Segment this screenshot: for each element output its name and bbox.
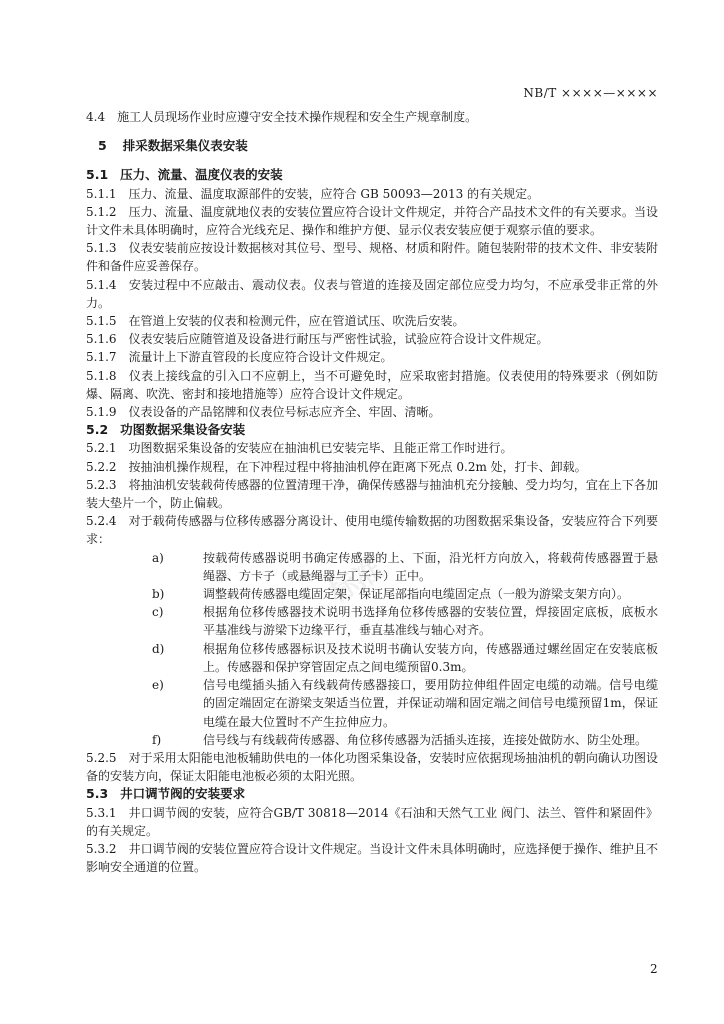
clause-text: 按抽油机操作规程，在下冲程过程中将抽油机停在距离下死点 0.2m 处，打卡、卸载。 [128, 459, 587, 474]
clause-number: 5.1.9 [86, 405, 117, 420]
clause-number: 5.2.2 [86, 459, 117, 474]
clause-number: 5.2.3 [86, 477, 117, 492]
list-item-text: 按载荷传感器说明书确定传感器的上、下面，沿光杆方向放入，将载荷传感器置于悬绳器、方卡子（或悬绳器与工子卡）正中。 [203, 550, 658, 583]
clause-number: 5.1.1 [86, 186, 117, 201]
list-item-text: 根据角位移传感器技术说明书选择角位移传感器的安装位置，焊接固定底板，底板水平基准线与游梁下边缘平行，垂直基准线与轴心对齐。 [203, 605, 658, 638]
clause-5-1-9 [86, 403, 658, 421]
clause-5-2-5 [86, 749, 658, 785]
list-item [86, 603, 658, 639]
clause-5-3-1 [86, 804, 658, 840]
clause-number: 5.1.6 [86, 332, 117, 347]
clause-number: 5.3.2 [86, 841, 117, 856]
clause-5-1-6 [86, 330, 658, 348]
clause-5-2-3 [86, 476, 658, 512]
clause-text: 对于载荷传感器与位移传感器分离设计、使用电缆传输数据的功图数据采集设备，安装应符合下列要求： [86, 514, 658, 547]
clause-5-3-2 [86, 840, 658, 876]
clause-number: 5.3.1 [86, 805, 117, 820]
clause-number: 5.1.5 [86, 314, 117, 329]
clause-text: 井口调节阀的安装，应符合GB/T 30818—2014《石油和天然气工业 阀门、法兰、管件和紧固件》的有关规定。 [86, 805, 658, 838]
list-item [86, 640, 658, 676]
clause-5-1-2 [86, 203, 658, 239]
section-title: 压力、流量、温度仪表的安装 [120, 167, 283, 183]
section-title: 井口调节阀的安装要求 [120, 786, 246, 802]
requirements-list [86, 549, 658, 749]
clause-5-1-4 [86, 276, 658, 312]
clause-number: 5.1.4 [86, 277, 117, 292]
list-item-label: b) [152, 587, 165, 602]
list-item-text: 信号线与有线载荷传感器、角位移传感器为活插头连接，连接处做防水、防尘处理。 [203, 732, 648, 747]
list-item-text: 信号电缆插头插入有线载荷传感器接口，要用防拉伸组件固定电缆的动端。信号电缆的固定端固定在游梁支架适当位置，并保证动端和固定端之间信号电缆预留1m，保证电缆在最大位置时不产生拉伸应力。 [203, 678, 658, 729]
list-item-label: f) [152, 732, 162, 747]
list-item-text: 根据角位移传感器标识及技术说明书确认安装方向，传感器通过螺丝固定在安装底板上。传感器和保护穿管固定点之间电缆预留0.3m。 [203, 641, 658, 674]
section-5-heading [86, 137, 658, 155]
clause-5-1-7 [86, 348, 658, 366]
clause-number: 5.1.3 [86, 241, 117, 256]
clause-text: 对于采用太阳能电池板辅助供电的一体化功图采集设备，安装时应依据现场抽油机的朝向确认功图设备的安装方向，保证太阳能电池板必须的太阳光照。 [86, 750, 658, 784]
list-item [86, 549, 658, 585]
clause-number: 5.2.1 [86, 441, 117, 456]
section-title: 功图数据采集设备安装 [120, 422, 246, 438]
clause-5-2-4 [86, 512, 658, 548]
clause-text: 将抽油机安装载荷传感器的位置清理干净，确保传感器与抽油机充分接触、受力均匀，宜在上下各加装大垫片一个，防止偏载。 [86, 477, 658, 511]
clause-text: 压力、流量、温度取源部件的安装，应符合 GB 50093—2013 的有关规定。 [128, 186, 540, 201]
list-item [86, 585, 658, 603]
section-5-3-heading [86, 785, 658, 803]
document-body [86, 108, 658, 876]
list-item-text: 调整载荷传感器电缆固定架，保证尾部指向电缆固定点（一般为游梁支架方向）。 [203, 587, 630, 602]
clause-number: 5.2.4 [86, 514, 117, 529]
section-number: 5.1 [86, 167, 109, 183]
list-item [86, 731, 658, 749]
clause-text: 压力、流量、温度就地仪表的安装位置应符合设计文件规定，并符合产品技术文件的有关要求。当设计文件未具体明确时，应符合光线充足、操作和维护方便、显示仪表安装应便于观察示值的要求。 [86, 204, 658, 238]
list-item-label: a) [152, 550, 164, 565]
clause-5-2-1 [86, 439, 658, 457]
list-item-label: c) [152, 605, 164, 620]
document-code: NB/T ××××—×××× [523, 86, 658, 100]
clause-5-1-5 [86, 312, 658, 330]
clause-text: 安装过程中不应敲击、震动仪表。仪表与管道的连接及固定部位应受力均匀，不应承受非正常的外力。 [86, 277, 658, 310]
clause-number: 5.2.5 [86, 750, 117, 765]
clause-text: 功图数据采集设备的安装应在抽油机已安装完毕、且能正常工作时进行。 [128, 441, 513, 456]
clause-5-1-3 [86, 239, 658, 275]
section-number: 5.3 [86, 786, 109, 802]
clause-5-1-8 [86, 367, 658, 403]
clause-5-1-1 [86, 185, 658, 203]
section-5-1-heading [86, 166, 658, 184]
clause-number: 5.1.7 [86, 350, 117, 365]
watermark: 标准 [323, 552, 389, 609]
clause-text: 在管道上安装的仪表和检测元件，应在管道试压、吹洗后安装。 [128, 314, 465, 329]
clause-text: 仪表安装后应随管道及设备进行耐压与严密性试验，试验应符合设计文件规定。 [128, 332, 549, 347]
clause-number: 4.4 [86, 110, 106, 124]
clause-text: 仪表上接线盒的引入口不应朝上，当不可避免时，应采取密封措施。仪表使用的特殊要求（例如防爆、隔离、吹洗、密封和接地措施等）应符合设计文件规定。 [86, 368, 658, 401]
section-number: 5.2 [86, 422, 109, 438]
clause-5-2-2 [86, 458, 658, 476]
clause-text: 流量计上下游直管段的长度应符合设计文件规定。 [128, 350, 393, 365]
clause-4-4 [86, 108, 658, 126]
section-5-2-heading [86, 421, 658, 439]
clause-text: 仪表设备的产品铭牌和仪表位号标志应齐全、牢固、清晰。 [128, 405, 441, 420]
section-title: 排采数据采集仪表安装 [122, 138, 248, 154]
list-item [86, 676, 658, 731]
list-item-label: e) [152, 678, 164, 693]
clause-number: 5.1.8 [86, 368, 117, 383]
clause-text: 施工人员现场作业时应遵守安全技术操作规程和安全生产规章制度。 [117, 110, 478, 124]
clause-text: 仪表安装前应按设计数据核对其位号、型号、规格、材质和附件。随包装附带的技术文件、非安装附件和备件应妥善保存。 [86, 241, 658, 274]
clause-text: 井口调节阀的安装位置应符合设计文件规定。当设计文件未具体明确时，应选择便于操作、维护且不影响安全通道的位置。 [86, 841, 658, 875]
clause-number: 5.1.2 [86, 204, 117, 219]
page-number: 2 [650, 962, 658, 976]
section-number: 5 [98, 138, 107, 154]
list-item-label: d) [152, 641, 165, 656]
